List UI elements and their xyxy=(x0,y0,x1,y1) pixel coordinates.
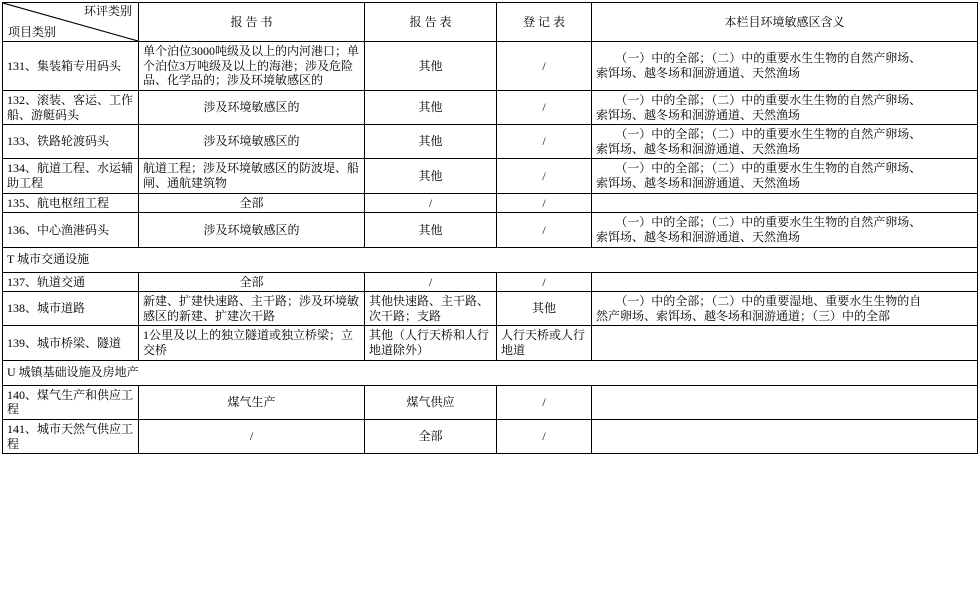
table-row xyxy=(3,125,978,159)
cell-registration: / xyxy=(497,42,592,91)
section-title: T 城市交通设施 xyxy=(3,247,978,272)
cell-report-book: 涉及环境敏感区的 xyxy=(139,125,365,159)
meaning-line: 索饵场、越冬场和洄游通道、天然渔场 xyxy=(596,141,801,156)
cell-project-category: 135、航电枢纽工程 xyxy=(3,193,139,213)
cell-report-book: 全部 xyxy=(139,193,365,213)
cell-report-book: 1公里及以上的独立隧道或独立桥梁；立交桥 xyxy=(139,326,365,360)
cell-sensitive-area-meaning xyxy=(592,419,978,453)
table-row xyxy=(3,326,978,360)
column-header-meaning: 本栏目环境敏感区含义 xyxy=(592,3,978,42)
cell-report-form: 其他 xyxy=(365,125,497,159)
table-section-row xyxy=(3,247,978,272)
cell-report-book: 全部 xyxy=(139,272,365,292)
meaning-line: （一）中的全部；（二）中的重要水生生物的自然产卵场、 xyxy=(615,161,922,176)
cell-registration: / xyxy=(497,385,592,419)
cell-report-form: 煤气供应 xyxy=(365,385,497,419)
cell-sensitive-area-meaning xyxy=(592,292,978,326)
cell-registration: 其他 xyxy=(497,292,592,326)
cell-report-book: 单个泊位3000吨级及以上的内河港口；单个泊位3万吨级及以上的海港；涉及危险品、化学品的；涉及环境敏感区的 xyxy=(139,42,365,91)
corner-bottom-label: 项目类别 xyxy=(8,25,57,40)
cell-sensitive-area-meaning xyxy=(592,159,978,193)
meaning-line: 然产卵场、索饵场、越冬场和洄游通道；（三）中的全部 xyxy=(596,308,891,323)
cell-sensitive-area-meaning xyxy=(592,272,978,292)
table-header-row xyxy=(3,3,978,42)
cell-sensitive-area-meaning xyxy=(592,125,978,159)
cell-registration: / xyxy=(497,272,592,292)
section-title: U 城镇基础设施及房地产 xyxy=(3,360,978,385)
cell-report-book: 新建、扩建快速路、主干路；涉及环境敏感区的新建、扩建次干路 xyxy=(139,292,365,326)
meaning-line: 索饵场、越冬场和洄游通道、天然渔场 xyxy=(596,107,801,122)
cell-report-form: 其他 xyxy=(365,42,497,91)
meaning-line: 索饵场、越冬场和洄游通道、天然渔场 xyxy=(596,176,801,190)
cell-report-form: / xyxy=(365,272,497,292)
cell-project-category: 137、轨道交通 xyxy=(3,272,139,292)
column-header-report-book: 报 告 书 xyxy=(139,3,365,42)
cell-registration: / xyxy=(497,193,592,213)
meaning-line: （一）中的全部；（二）中的重要水生生物的自然产卵场、 xyxy=(615,127,922,142)
cell-project-category: 132、滚装、客运、工作船、游艇码头 xyxy=(3,90,139,124)
table-body xyxy=(3,42,978,454)
cell-report-book: 航道工程；涉及环境敏感区的防波堤、船闸、通航建筑物 xyxy=(139,159,365,193)
meaning-line: （一）中的全部；（二）中的重要水生生物的自然产卵场、 xyxy=(615,92,922,107)
cell-report-form: / xyxy=(365,193,497,213)
cell-report-form: 其他 xyxy=(365,159,497,193)
table-row xyxy=(3,292,978,326)
cell-report-book: 涉及环境敏感区的 xyxy=(139,213,365,247)
table-section-row xyxy=(3,360,978,385)
meaning-line: （一）中的全部；（二）中的重要水生生物的自然产卵场、 xyxy=(615,51,922,66)
table-row xyxy=(3,419,978,453)
cell-project-category: 141、城市天然气供应工程 xyxy=(3,419,139,453)
cell-sensitive-area-meaning xyxy=(592,213,978,247)
meaning-line: 索饵场、越冬场和洄游通道、天然渔场 xyxy=(596,65,801,80)
cell-project-category: 131、集装箱专用码头 xyxy=(3,42,139,91)
cell-report-form: 其他（人行天桥和人行地道除外） xyxy=(365,326,497,360)
table-row xyxy=(3,42,978,91)
cell-sensitive-area-meaning xyxy=(592,42,978,91)
cell-project-category: 136、中心渔港码头 xyxy=(3,213,139,247)
cell-report-form: 其他 xyxy=(365,90,497,124)
cell-sensitive-area-meaning xyxy=(592,193,978,213)
cell-registration: / xyxy=(497,90,592,124)
cell-report-form: 其他 xyxy=(365,213,497,247)
table-row xyxy=(3,159,978,193)
cell-registration: / xyxy=(497,213,592,247)
cell-registration: / xyxy=(497,159,592,193)
table-row xyxy=(3,213,978,247)
cell-sensitive-area-meaning xyxy=(592,326,978,360)
cell-project-category: 140、煤气生产和供应工程 xyxy=(3,385,139,419)
meaning-line: （一）中的全部；（二）中的重要湿地、重要水生生物的自 xyxy=(615,294,922,309)
meaning-line: 索饵场、越冬场和洄游通道、天然渔场 xyxy=(596,229,801,244)
cell-report-book: / xyxy=(139,419,365,453)
column-header-registration: 登 记 表 xyxy=(497,3,592,42)
environmental-assessment-table xyxy=(2,2,978,454)
cell-sensitive-area-meaning xyxy=(592,385,978,419)
cell-project-category: 133、铁路轮渡码头 xyxy=(3,125,139,159)
column-header-report-form: 报 告 表 xyxy=(365,3,497,42)
cell-project-category: 139、城市桥梁、隧道 xyxy=(3,326,139,360)
cell-report-form: 其他快速路、主干路、次干路；支路 xyxy=(365,292,497,326)
table-row xyxy=(3,90,978,124)
corner-header-cell xyxy=(3,3,139,42)
cell-report-book: 涉及环境敏感区的 xyxy=(139,90,365,124)
cell-report-book: 煤气生产 xyxy=(139,385,365,419)
cell-registration: 人行天桥或人行地道 xyxy=(497,326,592,360)
cell-project-category: 138、城市道路 xyxy=(3,292,139,326)
cell-project-category: 134、航道工程、水运辅助工程 xyxy=(3,159,139,193)
table-row xyxy=(3,193,978,213)
cell-registration: / xyxy=(497,419,592,453)
cell-report-form: 全部 xyxy=(365,419,497,453)
table-row xyxy=(3,385,978,419)
cell-registration: / xyxy=(497,125,592,159)
meaning-line: （一）中的全部；（二）中的重要水生生物的自然产卵场、 xyxy=(615,215,922,230)
corner-top-label: 环评类别 xyxy=(83,4,132,18)
cell-sensitive-area-meaning xyxy=(592,90,978,124)
table-row xyxy=(3,272,978,292)
